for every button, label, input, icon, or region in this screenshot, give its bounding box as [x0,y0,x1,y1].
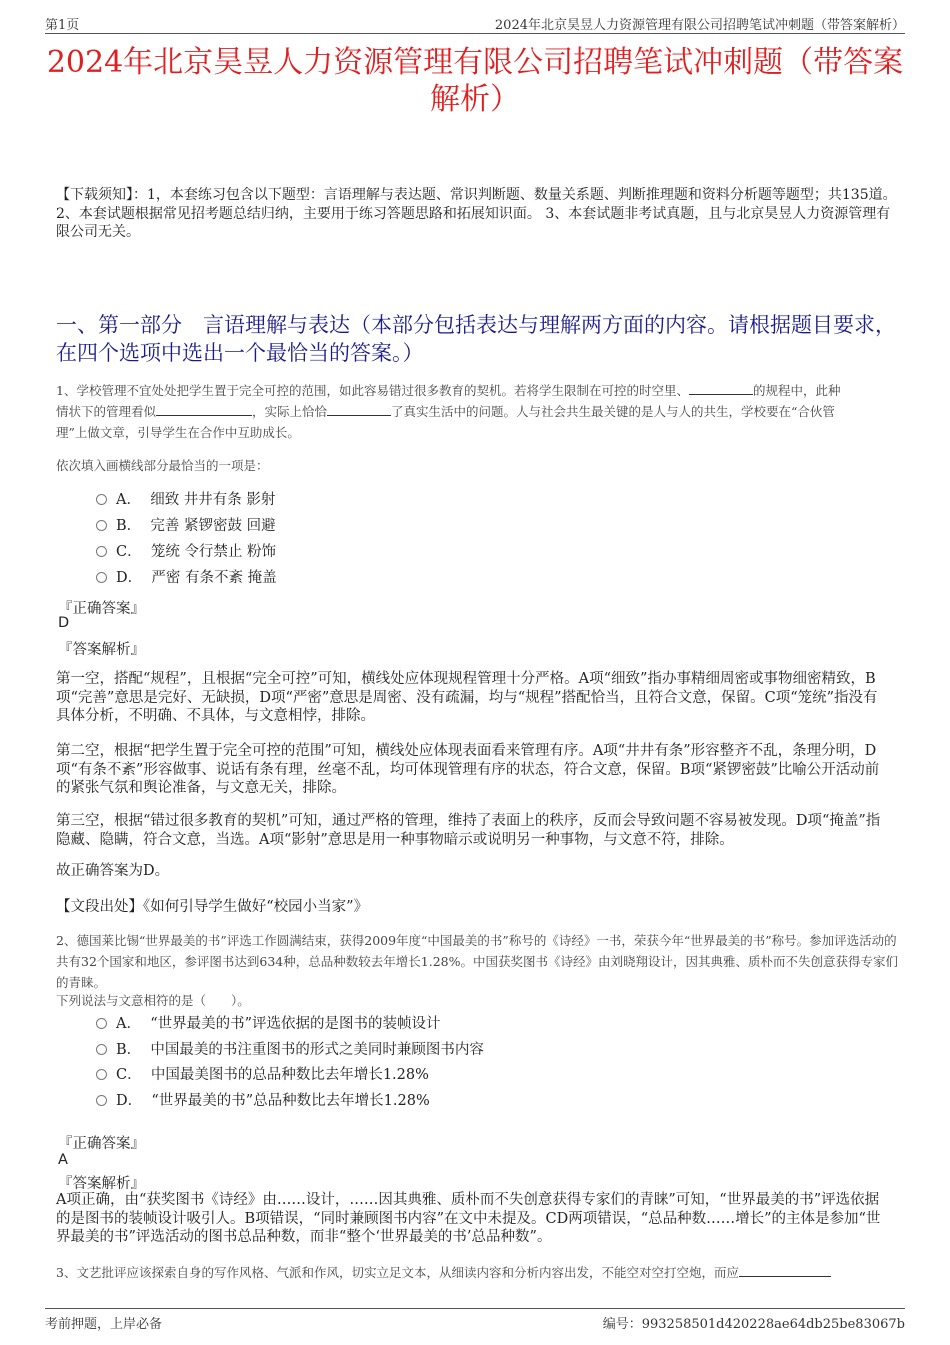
radio-icon[interactable] [96,520,107,531]
option-letter: D． [116,1093,143,1109]
q3-blank-1 [739,1264,831,1277]
radio-icon[interactable] [96,1095,107,1106]
q1-blank-1 [689,382,753,395]
question-2-prompt: 下列说法与文意相符的是（ ）。 [56,993,250,1008]
q1-analysis-para-2: 第二空，根据“把学生置于完全可控的范围”可知，横线处应体现表面看来管理有序。A项“井井有条”形容整齐不乱，条理分明，D项“有条不紊”形容做事、说话有条有理，丝毫不乱，均可体现管理有序的状态，符合文意，保留。B项“紧锣密鼓”比喻公开活动前的紧张气氛和舆论准备，与文意无关，排除。 [56,743,880,796]
option-letter: B． [116,518,142,534]
q2-answer-label: 『正确答案』 [58,1136,145,1152]
q2-answer-value: A [58,1152,68,1168]
option-letter: A． [116,492,141,508]
question-3-stem [56,1262,904,1283]
radio-icon[interactable] [96,546,107,557]
q1-analysis-label: 『答案解析』 [58,642,145,658]
q1-text-part: 情状下的管理看似 [56,404,157,419]
option-letter: C． [116,1067,142,1083]
question-2-stem: 2、德国莱比锡“世界最美的书”评选工作圆满结束，获得2009年度“中国最美的书”称号的《诗经》一书，荣获今年“世界最美的书”称号。参加评选活动的共有32个国家和地区，参评图书达到634种，总品种数较去年增长1.28%。中国获奖图书《诗经》由刘晓翔设计，因其典雅、质朴而不失创意获得专家们的青睐。 [56,933,898,990]
q1-blank-2 [156,403,252,416]
question-1-stem [56,380,904,443]
q1-analysis-para-3: 第三空，根据“错过很多教育的契机”可知，通过严格的管理，维持了表面上的秩序，反而会导致问题不容易被发现。D项“掩盖”指隐藏、隐瞒，符合文意，当选。A项“影射”意思是用一种事物暗示或说明另一种事物，与文意不符，排除。 [56,813,881,848]
q1-analysis-conclusion: 故正确答案为D。 [56,863,170,879]
q1-text-part: 理”上做文章，引导学生在合作中互助成长。 [56,425,300,440]
q1-answer-value: D [58,615,70,631]
option-text: 细致 井井有条 影射 [150,492,276,508]
footer-slogan: 考前押题，上岸必备 [45,1317,163,1332]
radio-icon[interactable] [96,1018,107,1029]
footer-divider [45,1308,905,1309]
download-notice: 【下载须知】：1，本套练习包含以下题型：言语理解与表达题、常识判断题、数量关系题、判断推理题和资料分析题等题型；共135道。 2、本套试题根据常见招考题总结归纳，主要用于练习答题思路和拓展知识面。 3、本套试题非考试真题，且与北京昊昱人力资源管理有限公司无关。 [56,187,897,240]
q1-analysis-para-1: 第一空，搭配“规程”，且根据“完全可控”可知，横线处应体现规程管理十分严格。A项“细致”指办事精细周密或事物细密精致，B项“完善”意思是完好、无缺损，D项“严密”意思是周密、没有疏漏，均与“规程”搭配恰当，且符合文意，保留。C项“笼统”指没有具体分析，不明确、不具体，与文意相悖，排除。 [56,671,878,724]
running-header-title: 2024年北京昊昱人力资源管理有限公司招聘笔试冲刺题（带答案解析） [494,18,905,33]
q1-text-part: ，实际上恰恰 [252,404,328,419]
option-text: 严密 有条不紊 掩盖 [151,570,277,586]
radio-icon[interactable] [96,1069,107,1080]
q1-text-part: 1、学校管理不宜处处把学生置于完全可控的范围，如此容易错过很多教育的契机。若将学生限制在可控的时空里、 [56,383,689,398]
question-1-prompt: 依次填入画横线部分最恰当的一项是： [56,458,269,473]
radio-icon[interactable] [96,572,107,583]
q1-source: 【文段出处】《如何引导学生做好“校园小当家”》 [56,899,369,915]
q2-analysis-label: 『答案解析』 [58,1176,145,1192]
q2-option-c[interactable] [96,1063,429,1087]
option-text: 笼统 令行禁止 粉饰 [150,544,277,560]
option-letter: D． [116,570,143,586]
header-divider [45,33,905,34]
q1-option-c[interactable] [96,540,276,564]
q2-option-a[interactable] [96,1012,441,1036]
option-text: 完善 紧锣密鼓 回避 [150,518,276,534]
option-text: 中国最美的书注重图书的形式之美同时兼顾图书内容 [150,1042,484,1058]
document-id: 编号：993258501d420228ae64db25be83067b [602,1317,905,1332]
q3-text: 3、文艺批评应该探索自身的写作风格、气派和作风，切实立足文本，从细读内容和分析内容出发，不能空对空打空炮，而应 [56,1265,739,1280]
section-heading: 一、第一部分 言语理解与表达（本部分包括表达与理解两方面的内容。请根据题目要求，在四个选项中选出一个最恰当的答案。） [56,313,896,365]
q1-option-a[interactable] [96,488,275,512]
radio-icon[interactable] [96,1044,107,1055]
option-letter: B． [116,1042,142,1058]
q1-answer-label: 『正确答案』 [58,601,145,617]
option-letter: A． [116,1016,141,1032]
q1-option-d[interactable] [96,566,277,590]
option-text: 中国最美图书的总品种数比去年增长1.28% [150,1067,429,1083]
option-text: “世界最美的书”总品种数比去年增长1.28% [151,1093,430,1109]
radio-icon[interactable] [96,494,107,505]
q1-text-part: 了真实生活中的问题。人与社会共生最关键的是人与人的共生，学校要在“合伙管 [391,404,835,419]
option-letter: C． [116,544,142,560]
q1-option-b[interactable] [96,514,276,538]
q1-text-part: 的规程中，此种 [752,383,841,398]
q2-option-d[interactable] [96,1089,430,1113]
page-number: 第1页 [45,18,80,33]
q2-option-b[interactable] [96,1038,484,1062]
document-title: 2024年北京昊昱人力资源管理有限公司招聘笔试冲刺题（带答案解析） [46,45,904,117]
option-text: “世界最美的书”评选依据的是图书的装帧设计 [150,1016,441,1032]
q2-analysis: A项正确，由“获奖图书《诗经》由……设计，……因其典雅、质朴而不失创意获得专家们的青睐”可知，“世界最美的书”评选依据的是图书的装帧设计吸引人。B项错误，“同时兼顾图书内容”在文中未提及。CD两项错误，“总品种数……增长”的主体是参加“世界最美的书”评选活动的图书总品种数，而非“整个‘世界最美的书’总品种数”。 [56,1192,881,1245]
q1-blank-3 [327,403,391,416]
